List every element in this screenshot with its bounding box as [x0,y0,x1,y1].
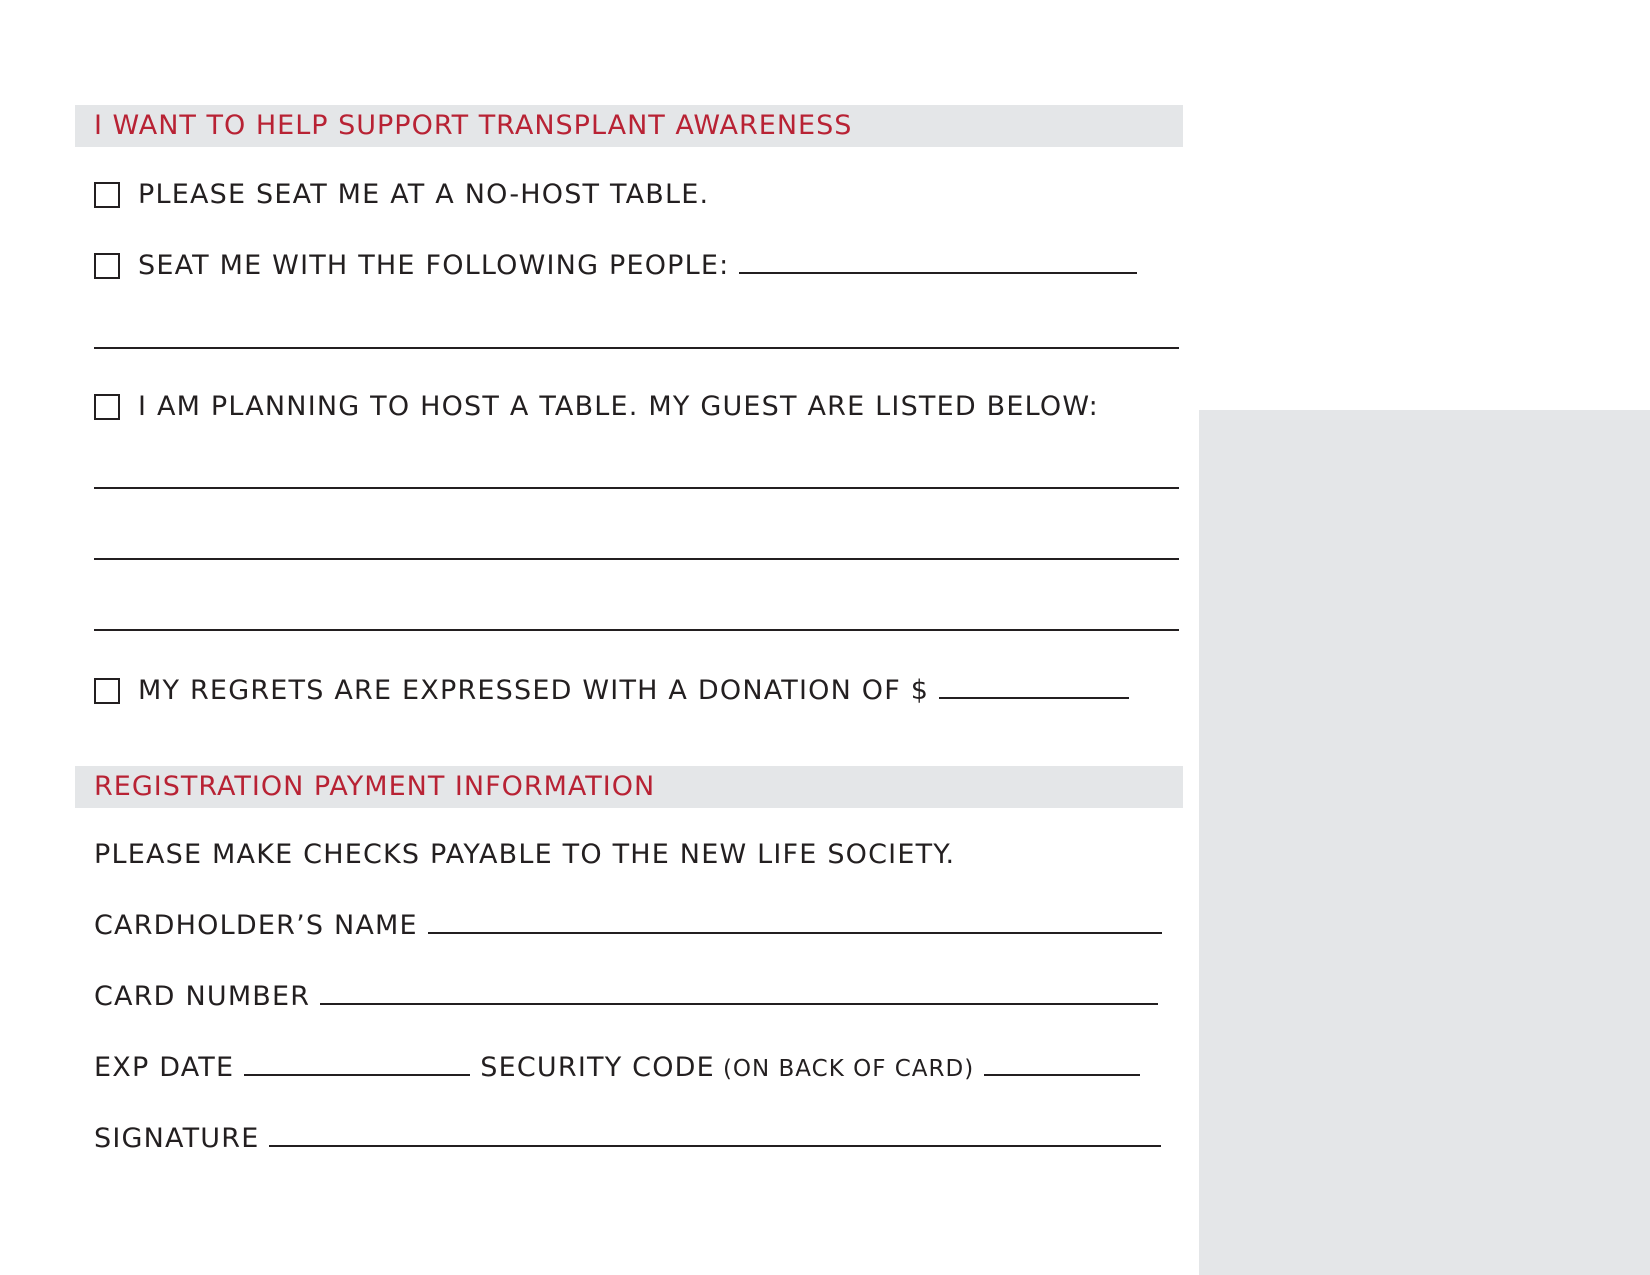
guest-list-field-line-2[interactable] [94,558,1179,560]
seat-with-people-field-line-2[interactable] [94,347,1179,349]
seat-with-people-label: SEAT ME WITH THE FOLLOWING PEOPLE: [138,250,730,281]
guest-list-field-line-1[interactable] [94,487,1179,489]
security-code-note: (ON BACK OF CARD) [722,1056,975,1082]
signature-row [94,1121,1161,1157]
exp-date-field[interactable] [244,1050,470,1076]
cardholder-name-field[interactable] [428,908,1162,934]
option-host-table [94,389,1099,425]
no-host-table-label: PLEASE SEAT ME AT A NO-HOST TABLE. [138,179,710,210]
card-number-label: CARD NUMBER [94,981,311,1012]
seat-with-people-checkbox[interactable] [94,253,120,279]
no-host-table-checkbox[interactable] [94,182,120,208]
checks-payable-text: PLEASE MAKE CHECKS PAYABLE TO THE NEW LIFE SOCIETY. [94,839,956,870]
signature-field[interactable] [269,1121,1161,1147]
cardholder-name-row [94,908,1162,944]
host-table-checkbox[interactable] [94,394,120,420]
side-decorative-panel [1199,410,1650,1275]
seat-with-people-field[interactable] [739,248,1137,274]
option-donation [94,673,1129,709]
donation-amount-field[interactable] [939,673,1129,699]
cardholder-name-label: CARDHOLDER’S NAME [94,910,418,941]
card-number-field[interactable] [320,979,1158,1005]
option-no-host-table [94,177,709,213]
security-code-field[interactable] [984,1050,1140,1076]
host-table-label: I AM PLANNING TO HOST A TABLE. MY GUEST ARE LISTED BELOW: [138,391,1099,422]
donation-checkbox[interactable] [94,678,120,704]
guest-list-field-line-3[interactable] [94,629,1179,631]
support-section-title: I WANT TO HELP SUPPORT TRANSPLANT AWARENESS [94,110,853,141]
option-seat-with-people [94,248,1137,284]
exp-security-row [94,1050,1140,1087]
payment-section-title: REGISTRATION PAYMENT INFORMATION [94,771,656,802]
donation-label: MY REGRETS ARE EXPRESSED WITH A DONATION OF $ [138,675,930,706]
exp-date-label: EXP DATE [94,1052,235,1083]
card-number-row [94,979,1158,1015]
security-code-label: SECURITY CODE [480,1052,715,1083]
signature-label: SIGNATURE [94,1123,260,1154]
checks-payable-note [94,837,955,873]
